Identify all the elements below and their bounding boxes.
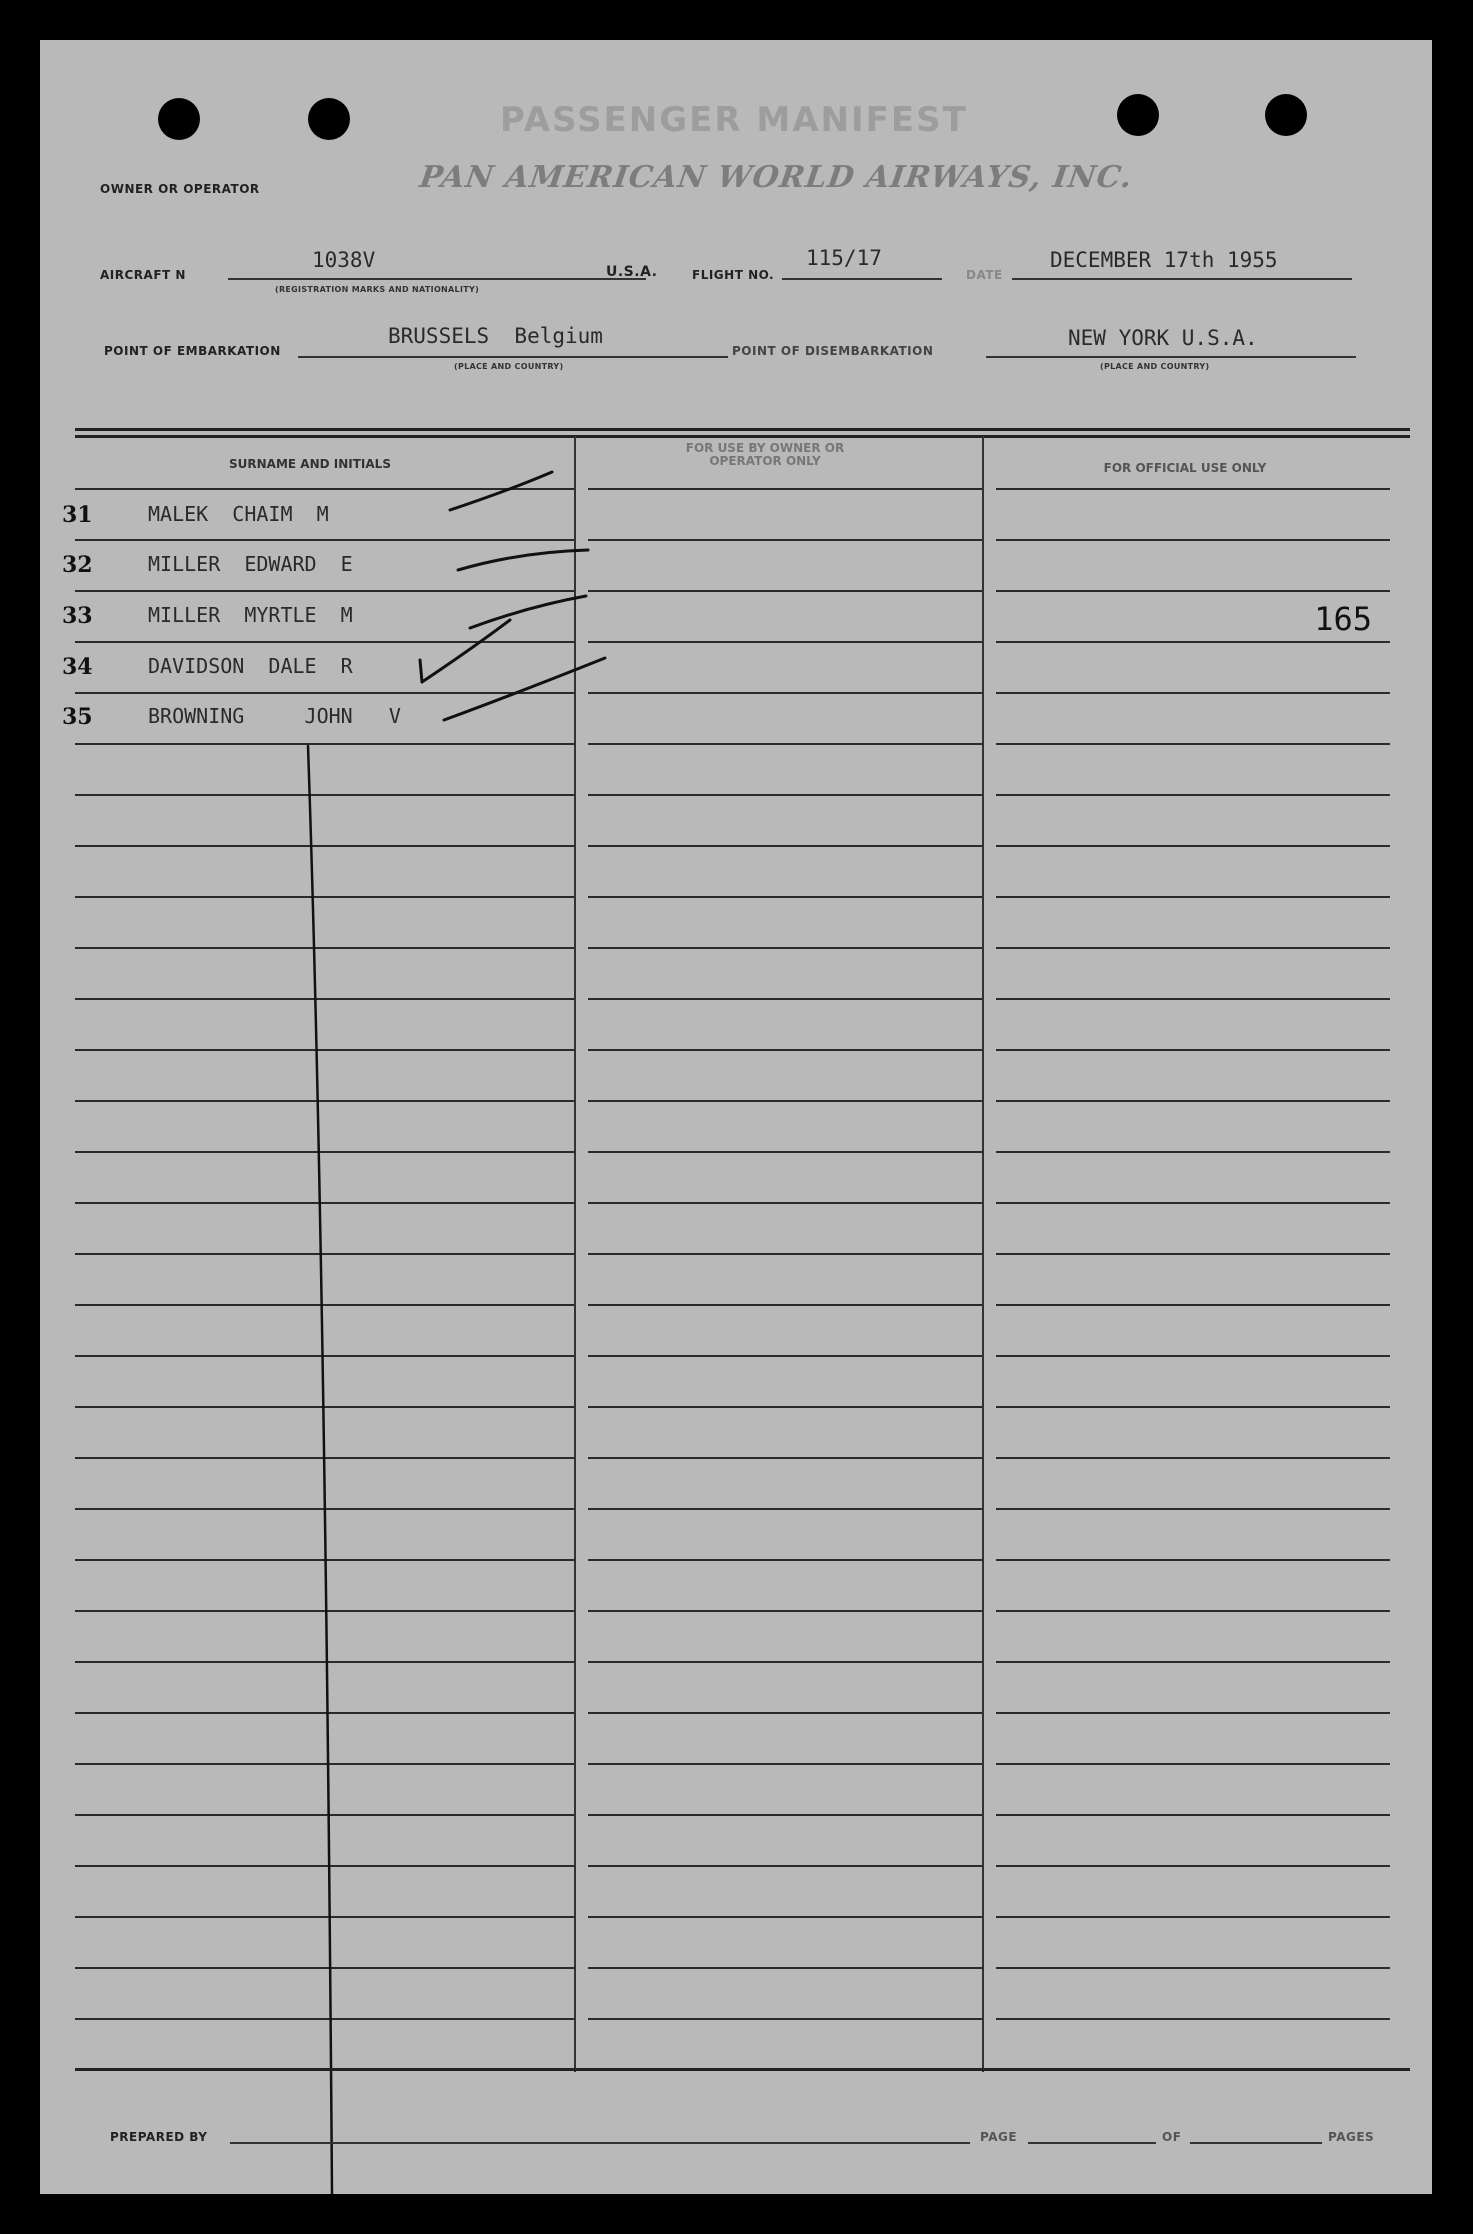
column-header-official: FOR OFFICIAL USE ONLY [1103,461,1267,475]
of-label: OF [1162,2130,1182,2144]
form-title: PASSENGER MANIFEST [500,100,968,140]
official-number: 165 [1314,600,1372,638]
row-number: 33 [62,603,93,629]
passenger-name: MILLER MYRTLE M [148,603,353,627]
row-number: 35 [62,704,93,730]
row-number: 31 [62,502,93,528]
column-header-surname: SURNAME AND INITIALS [229,457,391,471]
passenger-name: DAVIDSON DALE R [148,654,353,678]
aircraft-value: 1038V [312,248,376,272]
prepared-by-label: PREPARED BY [110,2130,208,2144]
aircraft-label: AIRCRAFT N [100,268,186,282]
manifest-page [40,40,1432,2194]
passenger-name: MALEK CHAIM M [148,502,329,526]
column-header-owner-use: FOR USE BY OWNER OR OPERATOR ONLY [685,441,845,468]
registration-caption: (REGISTRATION MARKS AND NATIONALITY) [275,285,480,294]
disembarkation-value: NEW YORK U.S.A. [1068,326,1258,350]
flight-value: 115/17 [806,246,882,270]
flight-label: FLIGHT NO. [692,268,775,282]
date-label: DATE [966,268,1003,282]
row-number: 32 [62,552,93,578]
embarkation-label: POINT OF EMBARKATION [104,344,281,358]
embarkation-value: BRUSSELS Belgium [388,324,603,348]
passenger-name: BROWNING JOHN V [148,704,401,728]
operator-name: PAN AMERICAN WORLD AIRWAYS, INC. [417,160,1135,195]
owner-label: OWNER OR OPERATOR [100,182,260,196]
handwritten-marks [40,40,1432,2194]
pages-label: PAGES [1328,2130,1375,2144]
place-caption-embark: (PLACE AND COUNTRY) [454,362,564,371]
date-value: DECEMBER 17th 1955 [1050,248,1278,272]
passenger-name: MILLER EDWARD E [148,552,353,576]
page-label: PAGE [980,2130,1018,2144]
usa-label: U.S.A. [606,264,658,280]
row-number: 34 [62,654,93,680]
place-caption-disembark: (PLACE AND COUNTRY) [1100,362,1210,371]
disembarkation-label: POINT OF DISEMBARKATION [732,344,934,358]
